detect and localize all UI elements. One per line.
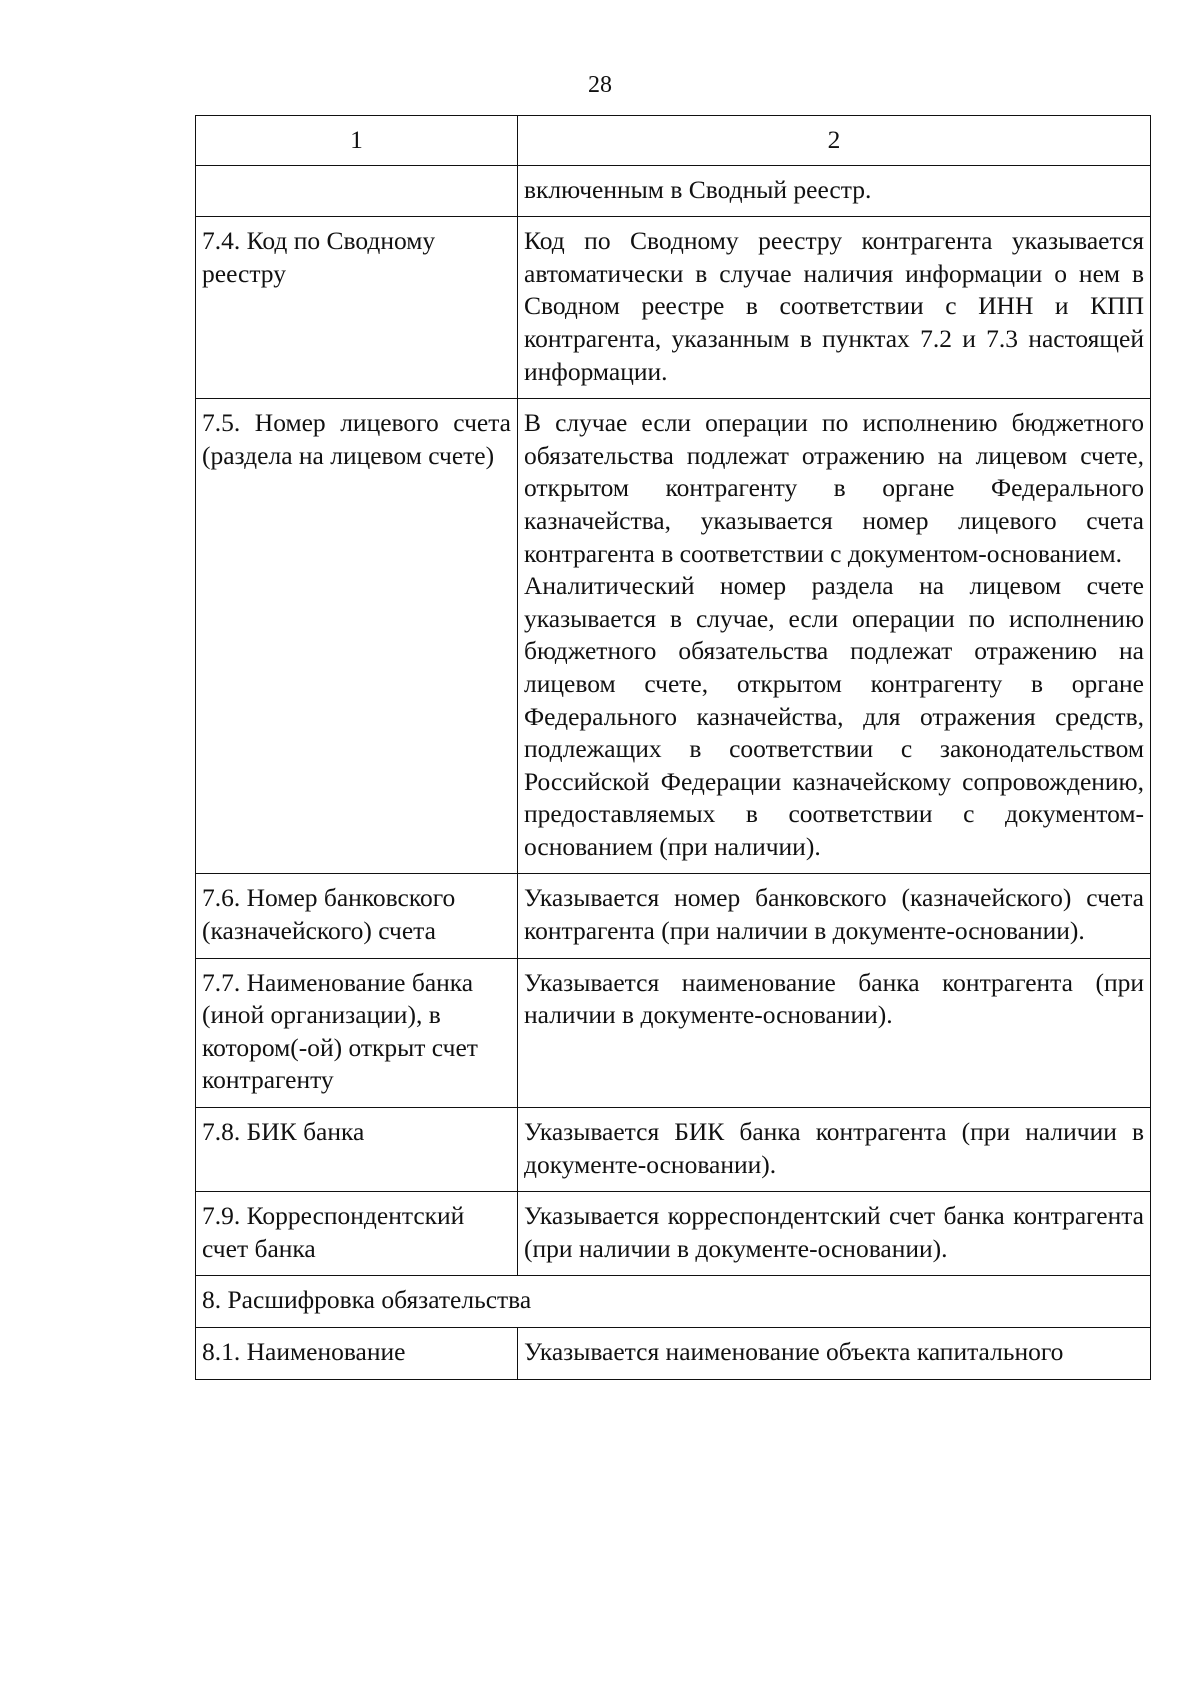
description-paragraph: Аналитический номер раздела на лицевом счете указывается в случае, если операции по исполнению бюджетного обязательства подлежат отражению на лицевом счете, открытом контрагенту в органе Федерального казначейства, для отражения средств, подлежащих в соответствии с законодательством Российской Федерации казначейскому сопровождению, предоставляемых в соответствии с документом-основанием (при наличии). xyxy=(524,571,1144,861)
description-paragraph: Указывается номер банковского (казначейского) счета контрагента (при наличии в документе-основании). xyxy=(524,883,1144,946)
description-paragraph: Код по Сводному реестру контрагента указывается автоматически в случае наличия информации о нем в Сводном реестре в соответствии с ИНН и КПП контрагента, указанным в пунктах 7.2 и 7.3 настоящей информации. xyxy=(524,226,1144,386)
description-paragraph: Указывается наименование объекта капитального xyxy=(524,1337,1064,1366)
description-paragraph: включенным в Сводный реестр. xyxy=(524,174,872,204)
row-description xyxy=(518,874,1151,958)
page-number: 28 xyxy=(588,72,612,98)
column-header-2: 2 xyxy=(518,116,1151,166)
document-table xyxy=(195,115,1151,1380)
column-header-1: 1 xyxy=(196,116,518,166)
description-paragraph: В случае если операции по исполнению бюджетного обязательства подлежат отражению на лицевом счете, открытом контрагенту в органе Федерального казначейства, указывается номер лицевого счета контрагента в соответствии с документом-основанием. xyxy=(524,408,1144,568)
row-label: 7.6. Номер банковского (казначейского) счета xyxy=(196,874,518,958)
table-row xyxy=(196,165,1151,217)
section-heading: 8. Расшифровка обязательства xyxy=(196,1276,1151,1328)
table-row xyxy=(196,399,1151,874)
row-label: 7.7. Наименование банка (иной организации), в котором(-ой) открыт счет контрагенту xyxy=(196,958,518,1107)
table-row xyxy=(196,1192,1151,1276)
row-description xyxy=(518,1108,1151,1192)
row-description xyxy=(518,217,1151,399)
table-row xyxy=(196,874,1151,958)
section-row xyxy=(196,1276,1151,1328)
row-label: 7.9. Корреспондентский счет банка xyxy=(196,1192,518,1276)
row-label: 7.4. Код по Сводному реестру xyxy=(196,217,518,399)
description-paragraph: Указывается БИК банка контрагента (при наличии в документе-основании). xyxy=(524,1117,1144,1179)
row-label: 8.1. Наименование xyxy=(196,1328,518,1380)
table-row xyxy=(196,1108,1151,1192)
table-row xyxy=(196,958,1151,1107)
table-header-row xyxy=(196,116,1151,166)
row-description xyxy=(518,399,1151,874)
row-description xyxy=(518,1192,1151,1276)
row-description xyxy=(518,1328,1151,1380)
description-paragraph: Указывается наименование банка контрагента (при наличии в документе-основании). xyxy=(524,967,1144,1030)
table-row xyxy=(196,217,1151,399)
row-label: 7.5. Номер лицевого счета (раздела на лицевом счете) xyxy=(196,399,518,874)
row-label xyxy=(196,165,518,217)
row-description xyxy=(518,958,1151,1107)
row-description xyxy=(518,165,1151,217)
table-row xyxy=(196,1328,1151,1380)
row-label: 7.8. БИК банка xyxy=(196,1108,518,1192)
description-paragraph: Указывается корреспондентский счет банка контрагента (при наличии в документе-основании). xyxy=(524,1201,1144,1263)
